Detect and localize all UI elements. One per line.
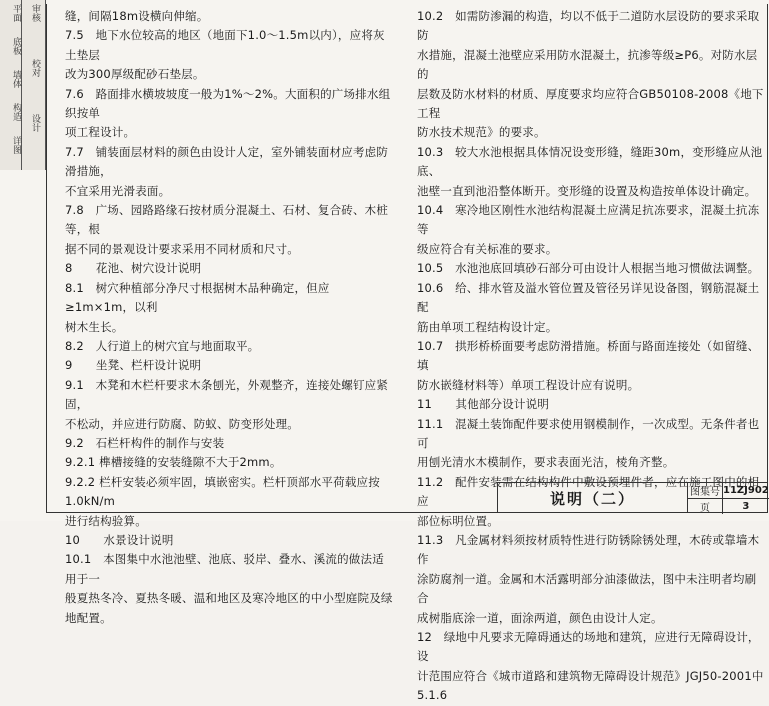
- strip-label: 墙体: [11, 70, 21, 88]
- strip-label: 校对: [30, 59, 40, 77]
- text-line: 9 坐凳、栏杆设计说明: [65, 358, 202, 373]
- text-line: 10.5 水池池底回填砂石部分可由设计人根据当地习惯做法调整。: [417, 261, 760, 276]
- text-line: 10.2 如需防渗漏的构造，均以不低于二道防水层设防的要求采取防: [417, 9, 760, 43]
- strip-label: 构造: [11, 103, 21, 121]
- sheet-title: 说明（二）: [498, 483, 688, 513]
- text-line: 10.3 较大水池根据具体情况设变形缝，缝距30m，变形缝应从池底、: [417, 144, 763, 179]
- text-line: 9.2.2 栏杆安装必须牢固，填嵌密实。栏杆顶部水平荷载应按1.0kN/m: [65, 474, 380, 509]
- atlas-row: [688, 483, 769, 498]
- text-line: 进行结构验算。: [65, 513, 147, 528]
- title-meta: [688, 483, 769, 513]
- strip-label: 底板: [11, 37, 21, 55]
- text-line: 10.6 给、排水管及溢水管位置及管径另详见设备图，钢筋混凝土配: [417, 280, 760, 315]
- text-line: 池壁一直到池沿整体断开。变形缝的设置及构造按单体设计确定。: [417, 183, 757, 198]
- text-line: 9.2.1 榫槽接缝的安装缝隙不大于2mm。: [65, 455, 282, 470]
- text-line: 8.2 人行道上的树穴宜与地面取平。: [65, 338, 260, 353]
- text-line: 防水嵌缝材料等）单项工程设计应有说明。: [417, 377, 640, 392]
- text-line: 缝，间隔18m设横向伸缩。: [65, 9, 209, 23]
- revision-strip: [0, 0, 46, 170]
- text-line: 涂防腐剂一道。金属和木活露明部分油漆做法，图中未注明者均刷合: [417, 571, 757, 606]
- text-line: 11.1 混凝土装饰配件要求使用钢模制作，一次成型。无条件者也可: [417, 416, 760, 450]
- text-line: 据不同的景观设计要求采用不同材质和尺寸。: [65, 241, 299, 256]
- strip-label: 审核: [30, 4, 40, 22]
- right-column-text: [417, 7, 767, 706]
- atlas-number: 11ZJ902: [723, 485, 769, 496]
- text-line: 12 绿地中凡要求无障碍通达的场地和建筑，应进行无障碍设计，设: [417, 630, 760, 664]
- text-line: 改为300厚级配砂石垫层。: [65, 67, 205, 82]
- text-line: 不松动，并应进行防腐、防蚁、防变形处理。: [65, 416, 299, 431]
- text-line: 11.3 凡金属材料须按材质特性进行防锈除锈处理，木砖或靠墙木作: [417, 532, 760, 567]
- text-line: 8.1 树穴种植部分净尺寸根据树木品种确定，但应≥1m×1m，以利: [65, 280, 330, 315]
- text-line: 水措施，混凝土池壁应采用防水混凝土，抗渗等级≥P6。对防水层的: [417, 47, 758, 82]
- text-line: 不宜采用光滑表面。: [65, 183, 171, 198]
- text-line: 树木生长。: [65, 319, 124, 334]
- text-line: 计范围应符合《城市道路和建筑物无障碍设计规范》JGJ50-2001中5.1.6: [417, 668, 764, 703]
- text-line: 10 水景设计说明: [65, 532, 174, 547]
- text-line: 7.7 铺装面层材料的颜色由设计人定，室外铺装面材应考虑防滑措施，: [65, 144, 389, 179]
- text-line: 7.6 路面排水横坡坡度一般为1%～2%。大面积的广场排水组织按单: [65, 86, 391, 121]
- text-line: 10.7 拱形桥桥面要考虑防滑措施。桥面与路面连接处（如留缝、填: [417, 338, 760, 373]
- strip-label: 详图: [11, 136, 21, 154]
- text-line: 9.2 石栏杆构件的制作与安装: [65, 435, 225, 450]
- text-line: 防水技术规范》的要求。: [417, 125, 546, 140]
- page-row: [688, 498, 769, 514]
- text-line: 10.4 寒冷地区刚性水池结构混凝土应满足抗冻要求，混凝土抗冻等: [417, 203, 760, 237]
- text-line: 般夏热冬冷、夏热冬暖、温和地区及寒冷地区的中小型庭院及绿地配置。: [65, 591, 393, 625]
- text-line: 9.1 木凳和木栏杆要求木条刨光，外观整齐，连接处螺钉应紧固，: [65, 377, 389, 412]
- text-line: 7.8 广场、园路路缘石按材质分混凝土、石材、复合砖、木桩等，根: [65, 203, 389, 237]
- text-line: 成树脂底涂一道，面涂两道，颜色由设计人定。: [417, 610, 663, 625]
- text-line: 筋由单项工程结构设计定。: [417, 319, 558, 334]
- strip-label: 设计: [30, 114, 40, 132]
- text-line: 11.2 配件安装需在结构构件中敷设预埋件者，应在施工图中的相应: [417, 474, 760, 509]
- text-line: 10.1 本图集中水池池壁、池底、驳岸、叠水、溪流的做法适用于一: [65, 552, 384, 586]
- text-line: 层数及防水材料的材质、厚度要求均应符合GB50108-2008《地下工程: [417, 86, 764, 121]
- text-line: 8 花池、树穴设计说明: [65, 261, 202, 276]
- title-block: [497, 482, 767, 513]
- page-number: 3: [742, 501, 750, 512]
- left-column-text: [65, 7, 395, 628]
- text-line: 部位标明位置。: [417, 513, 499, 528]
- text-line: 7.5 地下水位较高的地区（地面下1.0～1.5m以内），应将灰土垫层: [65, 28, 385, 62]
- page-label: 页: [688, 499, 723, 514]
- text-line: 级应符合有关标准的要求。: [417, 241, 558, 256]
- text-line: 用刨光清水木模制作，要求表面光洁，棱角齐整。: [417, 455, 675, 470]
- text-line: 11 其他部分设计说明: [417, 397, 550, 412]
- text-line: 项工程设计。: [65, 125, 136, 140]
- strip-label: 平面: [11, 4, 21, 22]
- atlas-label: 图集号: [688, 483, 723, 498]
